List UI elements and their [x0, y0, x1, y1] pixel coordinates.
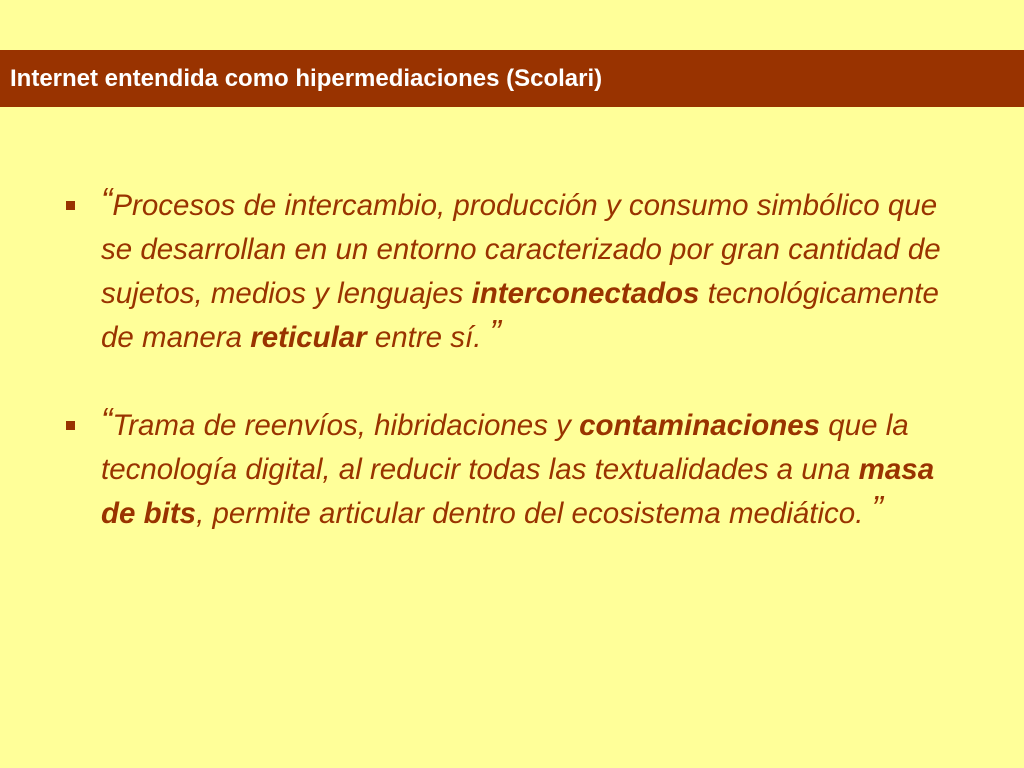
bullet-text-2 [101, 401, 935, 530]
emphasis-contaminaciones: contaminaciones [579, 409, 821, 442]
slide-title: Internet entendida como hipermediaciones (Scolari) [10, 64, 603, 92]
text-segment: que la tecnología digital, al reducir todas las textualidades a una [101, 409, 909, 486]
close-quote: ” [489, 313, 501, 352]
text-segment: Trama de reenvíos, hibridaciones y [112, 409, 580, 442]
bullet-item-2 [64, 401, 964, 536]
open-quote: “ [101, 401, 113, 440]
text-segment: entre sí. [366, 321, 490, 354]
close-quote: ” [871, 489, 883, 528]
emphasis-masa-de-bits: masa de bits [101, 453, 935, 530]
square-bullet-icon [66, 201, 75, 210]
text-segment: tecnológicamente de manera [101, 277, 939, 354]
text-segment: , permite articular dentro del ecosistema mediático. [196, 497, 872, 530]
emphasis-reticular: reticular [250, 321, 367, 354]
bullet-item-1 [64, 181, 964, 360]
bullet-list [64, 181, 964, 536]
bullet-text-1 [101, 181, 941, 354]
title-bar [0, 50, 1024, 107]
emphasis-interconectados: interconectados [471, 277, 700, 310]
text-segment: Procesos de intercambio, producción y consumo simbólico que se desarrollan en un entorno caracterizado por gran cantidad de sujetos, medios y lenguajes [101, 189, 941, 310]
open-quote: “ [101, 181, 113, 220]
square-bullet-icon [66, 421, 75, 430]
